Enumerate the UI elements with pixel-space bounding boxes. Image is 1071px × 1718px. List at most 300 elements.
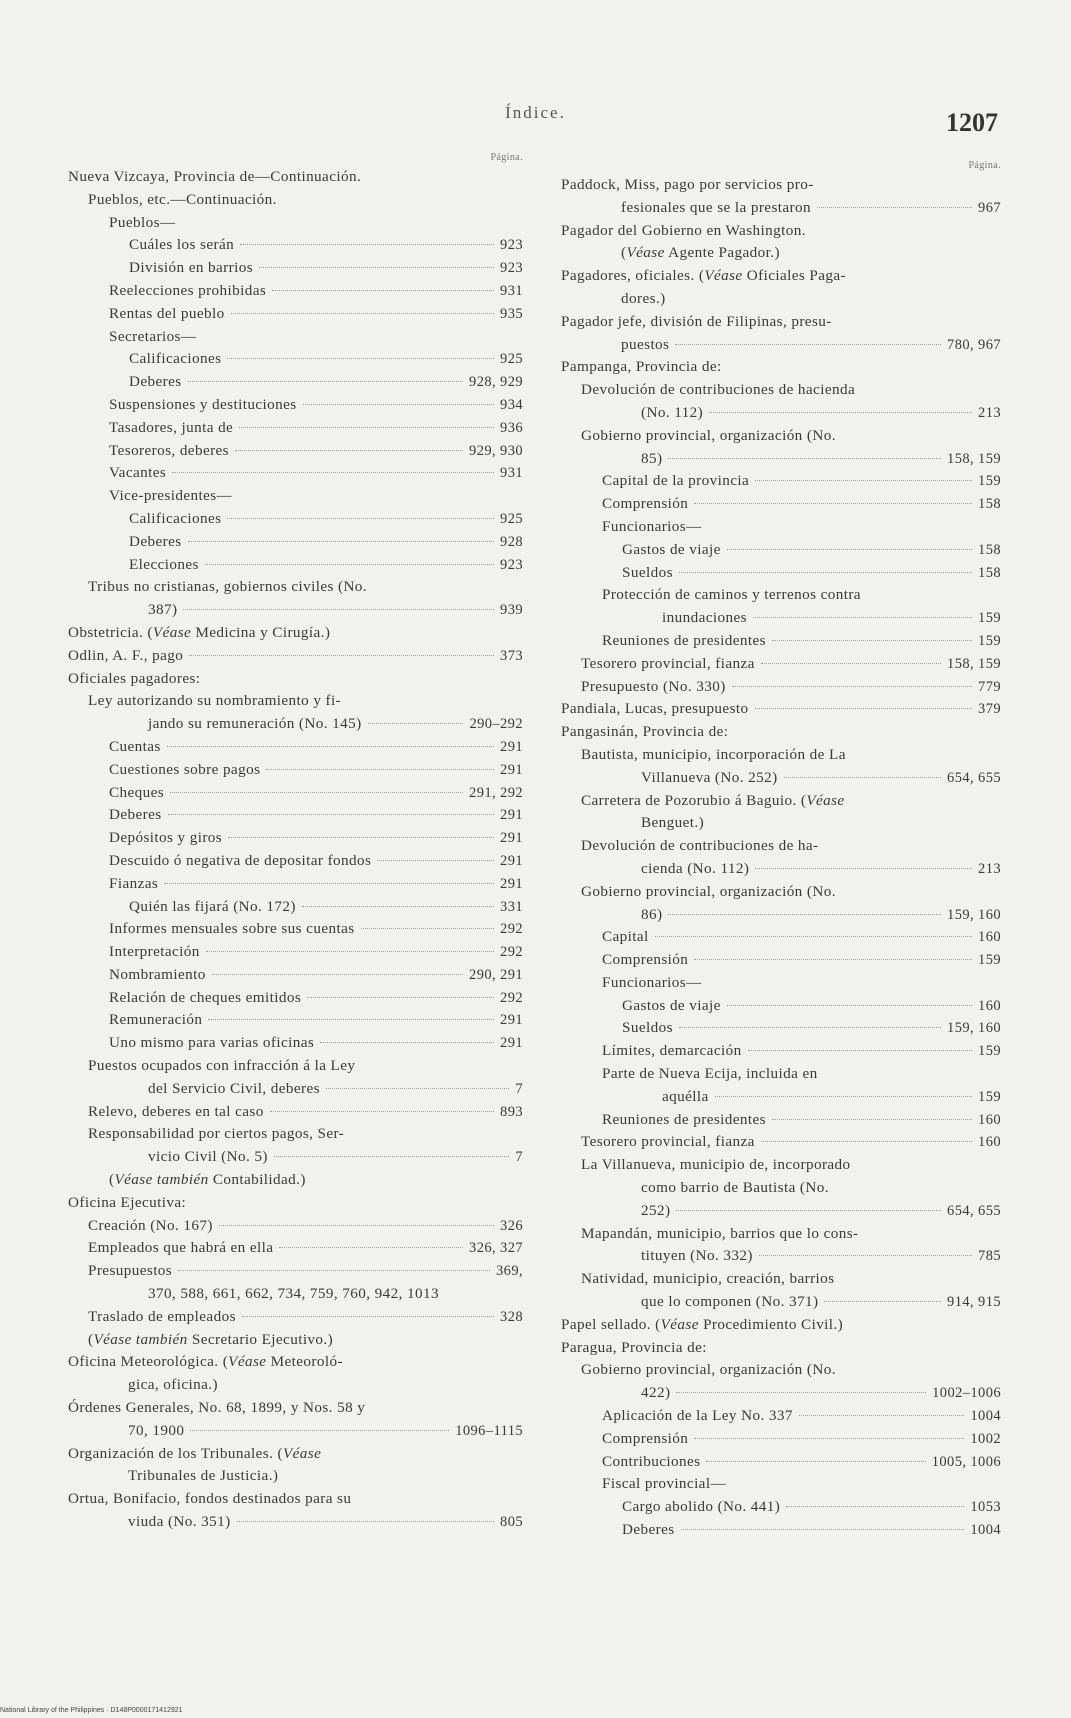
dot-leader [206,951,494,952]
entry-text: Pueblos, etc.—Continuación. [88,190,277,208]
entry-text: Organización de los Tribunales. (Véase [68,1444,322,1462]
page-ref: 936 [500,419,523,436]
dot-leader [706,1461,925,1462]
entry-text: Pueblos— [109,213,176,231]
page-ref: 928, 929 [469,374,523,391]
dot-leader [655,936,972,937]
dot-leader [212,974,463,975]
page-ref: 923 [500,237,523,254]
page-ref: 935 [500,305,523,322]
entry-text: Gastos de viaje [622,540,721,558]
entry-text: Gastos de viaje [622,996,721,1014]
dot-leader [675,344,941,345]
entry-text: Bautista, municipio, incorporación de La [581,745,846,763]
entry-text: Paragua, Provincia de: [561,1338,707,1356]
index-entry [68,873,523,896]
dot-leader [167,746,494,747]
page-ref: 893 [500,1103,523,1120]
entry-text: Funcionarios— [602,517,702,535]
page-ref: 1002 [970,1430,1001,1447]
dot-leader [239,427,494,428]
entry-text: Tasadores, junta de [109,418,234,436]
index-entry [68,417,523,440]
entry-text: tituyen (No. 332) [641,1247,753,1265]
entry-text: Interpretación [109,943,200,961]
entry-text: (Véase también Contabilidad.) [109,1171,306,1189]
index-entry [561,630,1001,653]
entry-text: 86) [641,905,663,923]
index-entry [68,1351,523,1397]
entry-text: Mapandán, municipio, barrios que lo cons- [581,1224,859,1242]
entry-text: Límites, demarcación [602,1042,742,1060]
dot-leader [242,1316,494,1317]
page-ref: 779 [978,678,1001,695]
entry-text: Deberes [109,806,162,824]
index-entry [561,1314,1001,1337]
entry-text: Uno mismo para varias oficinas [109,1034,315,1052]
entry-text: Comprensión [602,1429,689,1447]
page-ref: 159, 160 [947,1020,1001,1037]
entry-text: Odlin, A. F., pago [68,646,184,664]
page-ref: 160 [978,997,1001,1014]
entry-text: Ley autorizando su nombramiento y fi- [88,692,342,710]
index-entry [68,1101,523,1124]
entry-text: Quién las fijará (No. 172) [129,897,296,915]
dot-leader [266,769,494,770]
index-entry [561,790,1001,836]
page-ref: 291 [500,761,523,778]
index-entry [68,1237,523,1260]
page-ref: 925 [500,351,523,368]
index-entry [561,265,1001,311]
entry-text: Carretera de Pozorubio á Baguio. (Véase [581,791,845,809]
index-entry [68,303,523,326]
index-entry [561,1519,1001,1542]
page-ref: 291 [500,738,523,755]
entry-text: jando su remuneración (No. 145) [148,715,362,733]
entry-text: Pangasinán, Provincia de: [561,723,729,741]
index-entry [561,995,1001,1018]
entry-text: puestos [621,335,670,353]
entry-text: Funcionarios— [602,973,702,991]
page-ref: 7 [515,1149,523,1166]
entry-text: Gobierno provincial, organización (No. [581,426,836,444]
entry-text: División en barrios [129,259,254,277]
dot-leader [368,723,464,724]
page-ref: 1004 [970,1408,1001,1425]
entry-text: Nombramiento [109,965,206,983]
page-ref: 159 [978,952,1001,969]
entry-text: fesionales que se la prestaron [621,198,811,216]
entry-text: (Véase Agente Pagador.) [621,244,780,262]
entry-text: como barrio de Bautista (No. [641,1179,829,1197]
page-ref: 160 [978,1111,1001,1128]
page-ref: 7 [515,1080,523,1097]
dot-leader [303,404,495,405]
entry-text: 422) [641,1384,671,1402]
index-entry [561,174,1001,220]
index-entry [68,759,523,782]
index-entry [561,562,1001,585]
entry-text: Deberes [129,532,182,550]
entry-text: que lo componen (No. 371) [641,1293,819,1311]
page-ref: 159 [978,632,1001,649]
dot-leader [274,1156,510,1157]
dot-leader [272,290,494,291]
dot-leader [761,1141,972,1142]
entry-text: Traslado de empleados [88,1307,236,1325]
page-ref: 158 [978,541,1001,558]
dot-leader [817,207,972,208]
entry-text: Contribuciones [602,1452,701,1470]
index-entry [68,896,523,919]
dot-leader [679,1027,941,1028]
index-entry [561,926,1001,949]
entry-text: vicio Civil (No. 5) [148,1148,268,1166]
page-ref: 1005, 1006 [931,1453,1001,1470]
entry-text: Empleados que habrá en ella [88,1239,274,1257]
dot-leader [170,792,463,793]
dot-leader [755,868,972,869]
dot-leader [732,686,972,687]
index-entry [68,326,523,349]
index-entry [561,881,1001,927]
entry-text: Cargo abolido (No. 441) [622,1498,781,1516]
dot-leader [326,1088,509,1089]
index-entry [68,1397,523,1443]
entry-text: 370, 588, 661, 662, 734, 759, 760, 942, 1013 [148,1285,439,1303]
dot-leader [679,572,972,573]
dot-leader [748,1050,972,1051]
dot-leader [772,640,972,641]
page-ref: 291 [500,852,523,869]
index-entry [561,539,1001,562]
entry-text: Depósitos y giros [109,829,223,847]
index-entry [68,280,523,303]
entry-text: Rentas del pueblo [109,304,225,322]
running-head: Índice. [505,103,566,122]
page-ref: 158, 159 [947,655,1001,672]
dot-leader [237,1521,494,1522]
page-ref: 213 [978,860,1001,877]
page-ref: 292 [500,944,523,961]
entry-text: Relevo, deberes en tal caso [88,1102,264,1120]
entry-text: Pagadores, oficiales. (Véase Oficiales Paga- [561,267,846,285]
entry-text: Gobierno provincial, organización (No. [581,1361,836,1379]
page-ref: 939 [500,602,523,619]
index-entry [68,554,523,577]
dot-leader [668,458,941,459]
entry-text: Pagador del Gobierno en Washington. [561,221,806,239]
right-column-head: Página. [968,160,1001,171]
index-entry [561,1131,1001,1154]
dot-leader [753,617,972,618]
page-ref: 925 [500,510,523,527]
index-entry [561,1405,1001,1428]
page-ref: 159 [978,473,1001,490]
index-entry [561,1017,1001,1040]
index-entry [561,653,1001,676]
page-ref: 1053 [970,1499,1001,1516]
index-entry [68,371,523,394]
index-entry [68,485,523,508]
index-entry [68,987,523,1010]
entry-text: Tribunales de Justicia.) [128,1467,279,1485]
page-ref: 780, 967 [947,336,1001,353]
index-entry [561,1337,1001,1360]
index-entry [561,425,1001,471]
index-entry [68,918,523,941]
entry-text: Ortua, Bonifacio, fondos destinados para su [68,1490,352,1508]
entry-text: 252) [641,1201,671,1219]
dot-leader [235,450,463,451]
right-column [561,160,1001,1542]
page-ref: 934 [500,396,523,413]
index-entry [68,827,523,850]
entry-text: Sueldos [622,563,673,581]
page-ref: 1004 [970,1522,1001,1539]
entry-text: Devolución de contribuciones de ha- [581,837,819,855]
dot-leader [307,997,494,998]
page-ref: 159 [978,1043,1001,1060]
dot-leader [172,472,494,473]
index-entry [68,531,523,554]
index-entry [561,1040,1001,1063]
page-ref: 159 [978,610,1001,627]
entry-text: viuda (No. 351) [128,1513,231,1531]
index-entry [561,1063,1001,1109]
entry-text: Oficina Ejecutiva: [68,1193,187,1211]
entry-text: Pandiala, Lucas, presupuesto [561,700,749,718]
page-ref: 931 [500,282,523,299]
entry-text: Descuido ó negativa de depositar fondos [109,851,372,869]
entry-text: Elecciones [129,555,199,573]
dot-leader [183,609,494,610]
page-ref: 291 [500,1035,523,1052]
index-entry [561,1451,1001,1474]
entry-text: Tesorero provincial, fianza [581,1133,755,1151]
entry-text: Gobierno provincial, organización (No. [581,882,836,900]
index-entry [561,584,1001,630]
entry-text: (Véase también Secretario Ejecutivo.) [88,1330,334,1348]
page-ref: 290, 291 [469,966,523,983]
entry-text: Vacantes [109,464,167,482]
entry-text: Capital de la provincia [602,472,750,490]
entry-text: Comprensión [602,495,689,513]
dot-leader [694,959,972,960]
page-number: 1207 [946,108,998,137]
entry-text: dores.) [621,289,666,307]
entry-text: cienda (No. 112) [641,859,750,877]
entry-text: Parte de Nueva Ecija, incluida en [602,1065,818,1083]
index-entry [68,645,523,668]
dot-leader [227,518,494,519]
index-entry [561,1109,1001,1132]
dot-leader [259,267,494,268]
index-entry [68,394,523,417]
page-ref: 158, 159 [947,450,1001,467]
dot-leader [270,1111,494,1112]
index-entry [68,348,523,371]
entry-text: La Villanueva, municipio de, incorporado [581,1156,851,1174]
entry-text: Pampanga, Provincia de: [561,358,722,376]
dot-leader [205,564,494,565]
entry-text: Suspensiones y destituciones [109,395,297,413]
page-ref: 923 [500,260,523,277]
page-ref: 931 [500,465,523,482]
index-entry [68,1488,523,1534]
dot-leader [755,480,972,481]
entry-text: Comprensión [602,951,689,969]
index-entry [68,782,523,805]
dot-leader [681,1529,965,1530]
dot-leader [761,663,941,664]
index-entry [68,668,523,691]
dot-leader [727,549,972,550]
page-ref: 929, 930 [469,442,523,459]
index-entry [68,1055,523,1101]
index-entry [68,508,523,531]
dot-leader [759,1255,972,1256]
page-ref: 785 [978,1248,1001,1265]
right-entry-list [561,174,1001,1542]
index-entry [68,850,523,873]
entry-text: Presupuestos [88,1262,173,1280]
index-entry [561,1223,1001,1269]
page-ref: 331 [500,898,523,915]
page-ref: 967 [978,199,1001,216]
index-entry [561,721,1001,744]
entry-text: Paddock, Miss, pago por servicios pro- [561,176,814,193]
index-entry [68,1306,523,1329]
page-ref: 291 [500,875,523,892]
entry-text: Devolución de contribuciones de hacienda [581,381,856,399]
entry-text: Fianzas [109,874,159,892]
entry-text: Cuestiones sobre pagos [109,760,261,778]
dot-leader [168,814,494,815]
index-entry [561,1154,1001,1222]
dot-leader [676,1210,941,1211]
page-ref: 1002–1006 [932,1385,1001,1402]
dot-leader [668,914,941,915]
dot-leader [694,1438,964,1439]
page-ref: 158 [978,564,1001,581]
index-entry [68,440,523,463]
dot-leader [279,1247,463,1248]
index-entry [68,1443,523,1489]
entry-text: Nueva Vizcaya, Provincia de—Continuación. [68,168,362,185]
entry-text: Natividad, municipio, creación, barrios [581,1270,835,1288]
left-column [68,152,523,1534]
dot-leader [676,1392,926,1393]
page-ref: 159 [978,1088,1001,1105]
dot-leader [824,1301,941,1302]
entry-text: aquélla [662,1087,709,1105]
entry-text: del Servicio Civil, deberes [148,1079,320,1097]
index-entry [68,166,523,189]
index-entry [561,835,1001,881]
entry-text: Vice-presidentes— [109,487,233,505]
index-entry [561,220,1001,266]
entry-text: Informes mensuales sobre sus cuentas [109,920,355,938]
entry-text: Reuniones de presidentes [602,631,766,649]
footer-note: National Library of the Philippines · D148P0000171412921 [0,1707,183,1714]
page-ref: 369, [496,1263,523,1280]
page-ref: 159, 160 [947,906,1001,923]
left-entry-list [68,166,523,1534]
dot-leader [302,906,494,907]
index-entry [561,744,1001,790]
entry-text: Capital [602,928,649,946]
entry-text: 387) [148,601,178,619]
dot-leader [320,1042,494,1043]
page-ref: 1096–1115 [455,1422,523,1439]
index-entry [68,941,523,964]
entry-text: Cuentas [109,737,161,755]
dot-leader [786,1506,964,1507]
page-ref: 326 [500,1217,523,1234]
index-entry [68,234,523,257]
entry-text: Relación de cheques emitidos [109,988,302,1006]
dot-leader [784,777,941,778]
entry-text: 85) [641,449,663,467]
dot-leader [240,244,494,245]
index-entry [561,698,1001,721]
dot-leader [164,883,494,884]
index-entry [561,311,1001,357]
index-entry [68,1329,523,1352]
dot-leader [208,1019,494,1020]
entry-text: Puestos ocupados con infracción á la Ley [88,1057,356,1075]
entry-text: Cuáles los serán [129,236,235,254]
index-entry [68,804,523,827]
entry-text: Tribus no cristianas, gobiernos civiles (No. [88,578,367,596]
index-entry [68,1123,523,1169]
page-ref: 328 [500,1308,523,1325]
index-entry [68,189,523,212]
entry-text: Obstetricia. (Véase Medicina y Cirugía.) [68,623,331,641]
dot-leader [694,503,972,504]
page-ref: 291, 292 [469,784,523,801]
entry-text: (No. 112) [641,403,704,421]
entry-text: Villanueva (No. 252) [641,768,778,786]
index-entry [68,1260,523,1306]
page-ref: 928 [500,533,523,550]
page-ref: 326, 327 [469,1240,523,1257]
entry-text: Aplicación de la Ley No. 337 [602,1407,793,1425]
index-entry [561,676,1001,699]
page-ref: 379 [978,701,1001,718]
page-ref: 291 [500,807,523,824]
index-entry [561,972,1001,995]
index-entry [68,736,523,759]
dot-leader [755,708,973,709]
index-entry [68,964,523,987]
entry-text: Pagador jefe, división de Filipinas, presu- [561,312,832,330]
dot-leader [377,860,494,861]
dot-leader [219,1225,494,1226]
entry-text: Secretarios— [109,327,197,345]
entry-text: gica, oficina.) [128,1376,218,1394]
dot-leader [727,1005,972,1006]
entry-text: Calificaciones [129,509,222,527]
index-entry [68,1009,523,1032]
index-entry [561,949,1001,972]
dot-leader [361,928,495,929]
page-ref: 914, 915 [947,1294,1001,1311]
page-ref: 292 [500,921,523,938]
entry-text: 70, 1900 [128,1421,185,1439]
